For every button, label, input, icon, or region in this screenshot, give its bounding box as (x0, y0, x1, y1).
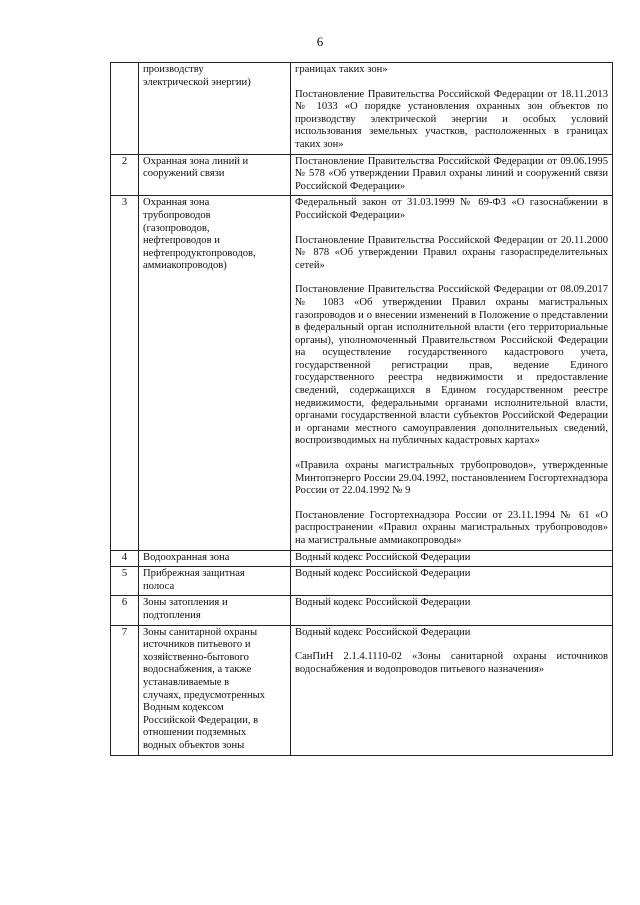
table-row (111, 63, 613, 155)
legal-act: Постановление Правительства Российской Федерации от 09.06.1995 № 578 «Об утверждении Правил охраны линий и сооружений связи Российской Федерации» (295, 155, 608, 192)
table-row (111, 596, 613, 625)
zone-name-line: Водным кодексом (143, 702, 224, 714)
zone-name-line: (газопроводов, (143, 222, 210, 234)
zone-name-line: производству (143, 64, 204, 75)
legal-act: «Правила охраны магистральных трубопроводов», утвержденные Минтопэнерго России 29.04.1992, постановлением Госгортехнадзора России от 22.04.1992 № 9 (295, 460, 608, 497)
table-row (111, 550, 613, 567)
legal-acts (291, 154, 613, 196)
zone-name-line: сооружений связи (143, 168, 225, 180)
zone-name-line: случаях, предусмотренных (143, 689, 266, 701)
row-number: 3 (111, 196, 139, 550)
zone-name-line: водных объектов зоны (143, 739, 245, 751)
legal-act: Постановление Правительства Российской Федерации от 08.09.2017 № 1083 «Об утверждении Правил охраны магистральных газопроводов и о внесении изменений в Положение о представлении в федеральный орган исполнительной власти (его территориальные органы), уполномоченный Правительством Российской Федерации на осуществление государственного кадастрового учета, государственной регистрации прав, ведение Единого государственного реестра недвижимости и предоставление сведений, содержащихся в Едином государственном реестре недвижимости, федеральными органами исполнительной власти, органами государственной власти субъектов Российской Федерации и органами местного самоуправления дополнительных сведений, воспроизводимых на публичных кадастровых картах» (295, 284, 608, 447)
legal-act: Водный кодекс Российской Федерации (295, 626, 471, 638)
zone-name-line: нефтепроводов и (143, 235, 220, 247)
zone-name-line: полоса (143, 580, 175, 592)
zone-name (139, 567, 291, 596)
legal-act: Постановление Правительства Российской Федерации от 18.11.2013 № 1033 «О порядке установления охранных зон объектов по производству электрической энергии и особых условий использования земельных участков, расположенных в границах таких зон» (295, 88, 608, 150)
legal-acts (291, 550, 613, 567)
legal-acts (291, 625, 613, 755)
zone-name (139, 196, 291, 550)
zone-name-line: отношении подземных (143, 727, 247, 739)
legal-acts (291, 567, 613, 596)
legal-act: СанПиН 2.1.4.1110-02 «Зоны санитарной охраны источников водоснабжения и водопроводов питьевого назначения» (295, 651, 608, 675)
zone-name (139, 596, 291, 625)
zone-name (139, 550, 291, 567)
zone-name-line: аммиакопроводов) (143, 260, 227, 272)
zone-name-line: подтопления (143, 609, 201, 621)
zone-name-line: нефтепродуктопроводов, (143, 247, 256, 259)
row-number: 5 (111, 567, 139, 596)
table-row (111, 567, 613, 596)
zone-name-line: трубопроводов (143, 209, 211, 221)
legal-acts (291, 196, 613, 550)
table-row (111, 196, 613, 550)
zone-name-line: Водоохранная зона (143, 551, 230, 563)
legal-act: Федеральный закон от 31.03.1999 № 69-ФЗ «О газоснабжении в Российской Федерации» (295, 197, 608, 221)
zone-name-line: хозяйственно-бытового (143, 651, 249, 663)
legal-act: Водный кодекс Российской Федерации (295, 551, 471, 563)
table-row (111, 154, 613, 196)
row-number: 2 (111, 154, 139, 196)
zones-table (110, 62, 613, 756)
row-number: 6 (111, 596, 139, 625)
zone-name-line: устанавливаемые в (143, 676, 230, 688)
legal-act: Постановление Госгортехнадзора России от 23.11.1994 № 61 «О распространении «Правил охраны магистральных трубопроводов» на магистральные аммиакопроводы» (295, 509, 608, 546)
zone-name (139, 625, 291, 755)
zone-name-line: Охранная зона (143, 197, 210, 209)
zone-name-line: Зоны затопления и (143, 597, 228, 609)
zone-name (139, 154, 291, 196)
zone-name-line: водоснабжения, а также (143, 664, 252, 676)
zone-name-line: Российской Федерации, в (143, 714, 259, 726)
table-row (111, 625, 613, 755)
zone-name-line: Охранная зона линий и (143, 155, 249, 167)
legal-act: Водный кодекс Российской Федерации (295, 597, 471, 609)
row-number: 4 (111, 550, 139, 567)
zone-name-line: Прибрежная защитная (143, 568, 245, 580)
legal-act: Постановление Правительства Российской Федерации от 20.11.2000 № 878 «Об утверждении Правил охраны газораспределительных сетей» (295, 234, 608, 271)
zone-name-line: Зоны санитарной охраны (143, 626, 258, 638)
row-number: 7 (111, 625, 139, 755)
row-number (111, 63, 139, 155)
legal-acts (291, 596, 613, 625)
legal-act: границах таких зон» (295, 64, 388, 75)
zone-name (139, 63, 291, 155)
zone-name-line: электрической энергии) (143, 76, 251, 88)
legal-acts (291, 63, 613, 155)
legal-act: Водный кодекс Российской Федерации (295, 568, 471, 580)
page-number: 6 (316, 34, 324, 49)
zone-name-line: источников питьевого и (143, 639, 251, 651)
